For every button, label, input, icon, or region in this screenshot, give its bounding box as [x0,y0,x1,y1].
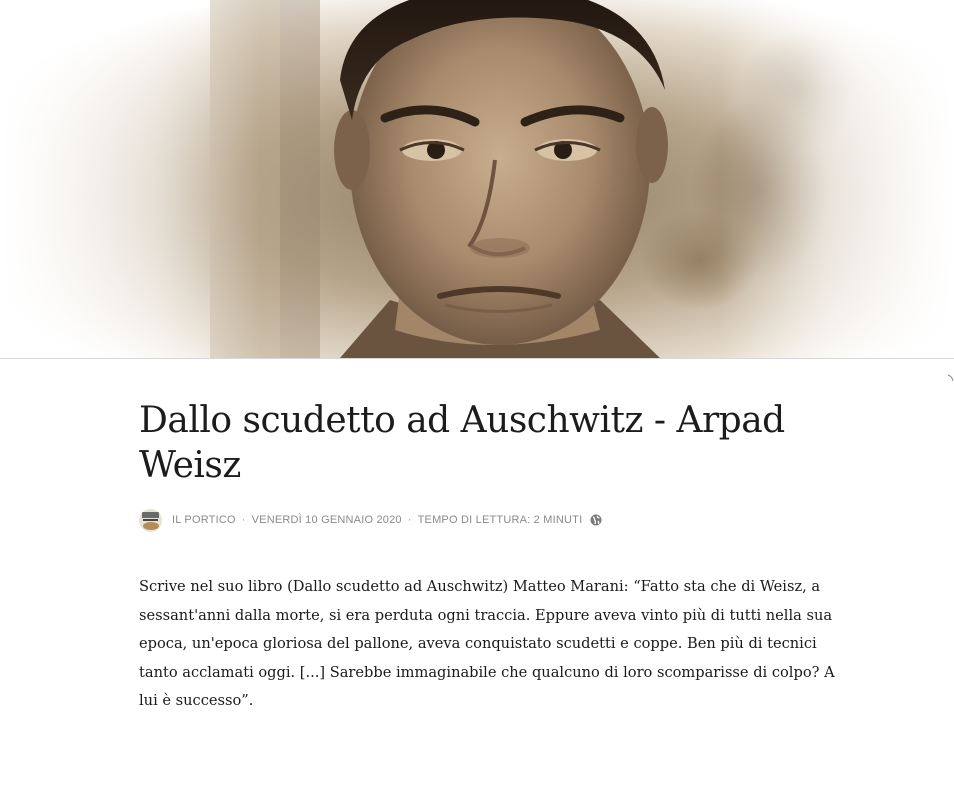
globe-icon [590,514,602,526]
avatar-image [139,509,162,532]
author-avatar[interactable] [139,509,162,532]
hero-image [0,0,954,358]
article-meta [139,508,602,532]
reading-time: TEMPO DI LETTURA: 2 MINUTI [417,514,583,526]
portrait-photo [0,0,954,358]
article-title: Dallo scudetto ad Auschwitz - Arpad Weisz [139,400,785,486]
publish-date: VENERDÌ 10 GENNAIO 2020 [251,514,402,526]
corner-mark-icon [947,374,954,382]
article-body: Scrive nel suo libro (Dallo scudetto ad Auschwitz) Matteo Marani: “Fatto sta che di Weisz, a sessant'anni dalla morte, si era perduta ogni traccia. Eppure aveva vinto più di tutti nella sua epoca, un'epoca gloriosa del pallone, aveva conquistato scudetti e coppe. Ben più di tecnici tanto acclamati oggi. [...] Sarebbe immaginabile che qualcuno di loro scomparisse di colpo? A lui è successo”. [139,578,835,709]
article [139,398,839,709]
author-link[interactable]: IL PORTICO [172,514,236,526]
meta-separator: · [407,514,412,526]
hero-divider [0,358,954,359]
meta-separator: · [241,514,246,526]
